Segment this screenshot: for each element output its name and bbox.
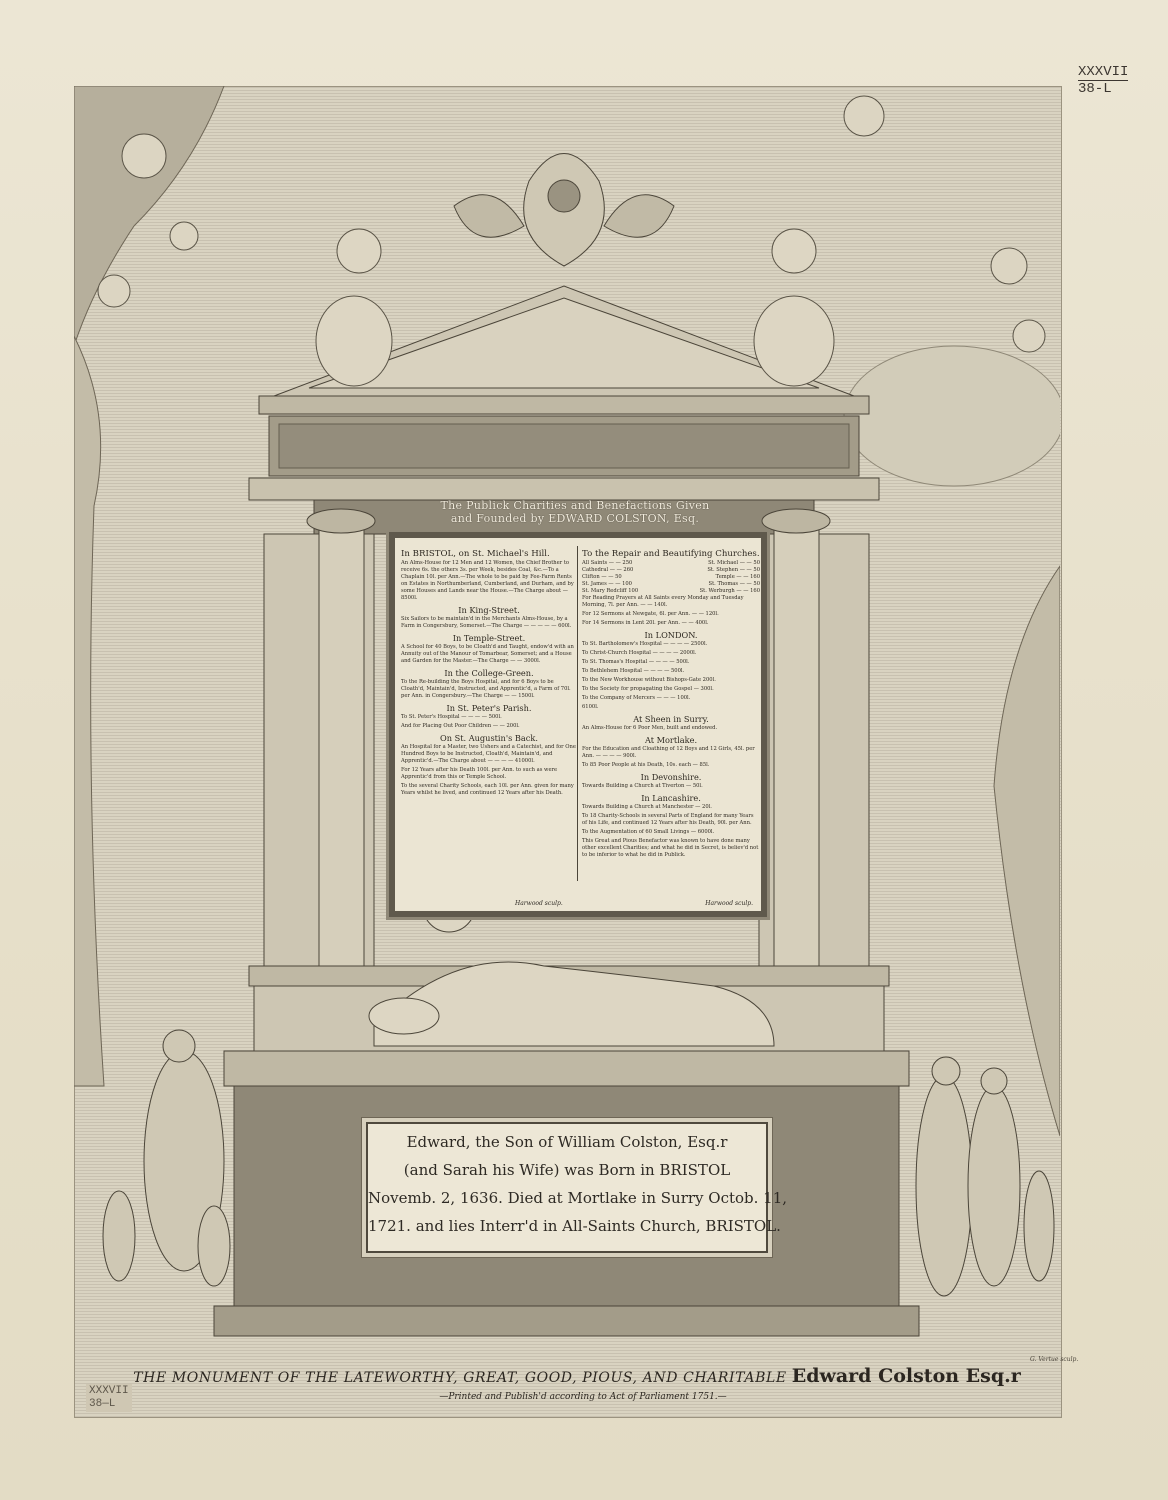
- section-heading: At Sheen in Surry.: [633, 714, 709, 724]
- section-paragraph: For 12 Years after his Death 100l. per Ann. to such as were Apprentic'd from this or Temple School.: [401, 767, 558, 780]
- epitaph-line-4: 1721. and lies Interr'd in All-Saints Church, BRISTOL.: [368, 1217, 781, 1235]
- tablet-divider: [577, 546, 578, 881]
- section-paragraph: An Alms-House for 6 Poor Men, built and endowed.: [582, 725, 718, 731]
- section-paragraph: To the Society for propagating the Gospel — 300l.: [582, 686, 714, 692]
- section-paragraph: For the Education and Cloathing of 12 Boys and 12 Girls, 45l. per Ann. — — — — 900l.: [582, 746, 755, 759]
- church-entry: All Saints — — 250: [582, 560, 633, 566]
- section-heading: In the College-Green.: [444, 668, 534, 678]
- church-entry: St. Werburgh — — 160: [699, 588, 760, 594]
- tablet-right-column: [582, 546, 760, 903]
- section-heading: In Temple-Street.: [452, 633, 526, 643]
- lower-shelfmark: [86, 1384, 132, 1412]
- tablet-left-column: [401, 546, 577, 903]
- plate-title-text: THE MONUMENT OF THE LATEWORTHY, GREAT, GOOD, PIOUS, AND CHARITABLE: [133, 1370, 787, 1386]
- left-drapery-lower: [74, 336, 104, 1086]
- section-heading: In Lancashire.: [641, 793, 701, 803]
- right-capital: [762, 509, 830, 533]
- church-entry: St. James — — 100: [582, 581, 632, 587]
- shelfmark-annotation: [1078, 64, 1128, 97]
- section-heading: In LONDON.: [644, 630, 698, 640]
- section-paragraph: To St. Peter's Hospital — — — — 500l.: [401, 714, 502, 720]
- section-paragraph: Six Sailors to be maintain'd in the Merchants Alms-House, by a Farm in Congersbury, Somerset.—The Charge — — — — — 600l.: [401, 616, 572, 629]
- section-paragraph: And for Placing Out Poor Children — — 200l.: [401, 723, 520, 729]
- signature-right: Harwood sculp.: [705, 900, 753, 907]
- section-paragraph: To St. Bartholomew's Hospital — — — — 2500l.: [582, 641, 708, 647]
- section-paragraph: A School for 40 Boys, to be Cloath'd and Taught, endow'd with an Annuity out of the Manour of Tomarbear, Somerset; and a House and Garden for the Master.—The Charge — — 3000l.: [401, 644, 574, 664]
- church-entry: Cathedral — — 260: [582, 567, 634, 573]
- church-row: [582, 560, 760, 567]
- section-heading: In BRISTOL, on St. Michael's Hill.: [401, 549, 550, 559]
- section-paragraph: To St. Thomas's Hospital — — — — 500l.: [582, 659, 690, 665]
- section-heading: In Devonshire.: [640, 772, 702, 782]
- plate-title-name: Edward Colston Esq.r: [791, 1365, 1021, 1387]
- church-row: [582, 581, 760, 588]
- base-cornice: [224, 1051, 909, 1086]
- section-paragraph: Towards Building a Church at Tiverton — 50l.: [582, 783, 703, 789]
- churches-list: [582, 560, 760, 595]
- right-clouds: [844, 346, 1060, 486]
- section-paragraph: To the Augmentation of 60 Small Livings — 6000l.: [582, 829, 715, 835]
- right-column: [774, 526, 819, 966]
- church-entry: St. Thomas — — 50: [708, 581, 760, 587]
- crest-ornament: [454, 154, 674, 267]
- engraver-signature: G. Vertue sculp.: [1030, 1356, 1079, 1363]
- church-entry: Temple — — 160: [715, 574, 760, 580]
- shelfmark-line-1: XXXVII: [1078, 64, 1129, 80]
- section-paragraph: To the New Workhouse without Bishops-Gate 200l.: [582, 677, 716, 683]
- charity-figure-group: [103, 1030, 230, 1286]
- plate-title: [82, 1365, 1072, 1387]
- section-heading: At Mortlake.: [644, 735, 698, 745]
- section-paragraph: To Christ-Church Hospital — — — — 2000l.: [582, 650, 697, 656]
- church-entry: St. Michael — — 50: [708, 560, 760, 566]
- section-paragraph: To Bethlehem Hospital — — — — 500l.: [582, 668, 685, 674]
- section-paragraph: To the Company of Mercers — — — 100l.: [582, 695, 691, 701]
- frieze-line-2: and Founded by EDWARD COLSTON, Esq.: [450, 512, 700, 525]
- lower-shelfmark-line-2: 38—L: [89, 1398, 116, 1410]
- section-paragraph: Towards Building a Church at Manchester — 20l.: [582, 804, 712, 810]
- frieze-inscription: [380, 499, 770, 525]
- base-foot: [214, 1306, 919, 1336]
- putto-left: [316, 229, 392, 386]
- church-row: [582, 588, 760, 595]
- church-entry: St. Stephen — — 50: [707, 567, 760, 573]
- charities-tablet: [389, 532, 767, 917]
- section-paragraph: 6100l.: [582, 704, 599, 710]
- lower-shelfmark-line-1: XXXVII: [89, 1385, 129, 1397]
- church-entry: Clifton — — 50: [582, 574, 622, 580]
- putto-right: [754, 229, 834, 386]
- section-paragraph: For 14 Sermons in Lent 20l. per Ann. — — 400l.: [582, 620, 709, 626]
- cherub-heads-right: [844, 96, 1045, 352]
- epitaph-plaque: [366, 1122, 788, 1253]
- epitaph-line-3: Novemb. 2, 1636. Died at Mortlake in Surry Octob. 11,: [368, 1189, 788, 1207]
- section-paragraph: To the several Charity Schools, each 10l. per Ann. given for many Years whilst he lived, and continued 12 Years after his Death.: [401, 783, 574, 796]
- left-column: [319, 526, 364, 966]
- section-heading: In St. Peter's Parish.: [446, 703, 532, 713]
- right-column-heading: To the Repair and Beautifying Churches.: [582, 549, 760, 559]
- section-paragraph: For Reading Prayers at All Saints every Monday and Tuesday Morning, 7l. per Ann. — — 140l.: [582, 595, 744, 608]
- shelfmark-line-2: 38-L: [1078, 81, 1112, 97]
- epitaph-line-1: Edward, the Son of William Colston, Esq.r: [406, 1133, 728, 1151]
- section-heading: On St. Augustin's Back.: [440, 733, 538, 743]
- left-drapery: [74, 86, 224, 346]
- family-figure-group: [916, 1057, 1054, 1296]
- section-paragraph: This Great and Pious Benefactor was known to have done many other excellent Charities; and what he did in Secret, is believ'd not to be inferior to what he did in Publick.: [582, 838, 759, 858]
- frieze-line-1: The Publick Charities and Benefactions Given: [440, 499, 710, 512]
- church-row: [582, 567, 760, 574]
- church-entry: St. Mary Redcliff 100: [582, 588, 639, 594]
- section-paragraph: An Hospital for a Master, two Ushers and a Catechist, and for One Hundred Boys to be Instructed, Cloath'd, Maintain'd, and Apprentic'd.—The Charge about — — — — 41000l.: [401, 744, 576, 764]
- section-paragraph: An Alms-House for 12 Men and 12 Women, the Chief Brother to receive 6s. the others 3s. per Week, besides Coal, &c.—To a Chaplain 10l. per Ann.—The whole to be paid by Fee-Farm Rents on Estates in Northumberland, Cumberland, and Durham, and by some Houses and Lands near the House.—The Charge about —8500l.: [401, 560, 574, 601]
- section-paragraph: To 18 Charity-Schools in several Parts of England for many Years of his Life, and continued 12 Years after his Death, 90l. per Ann.: [582, 813, 754, 826]
- imprint-line: —Printed and Publish'd according to Act of Parliament 1751.—: [439, 1392, 727, 1402]
- signature-left: Harwood sculp.: [515, 900, 563, 907]
- right-drapery: [994, 566, 1060, 1136]
- section-heading: In King-Street.: [458, 605, 520, 615]
- church-row: [582, 574, 760, 581]
- section-paragraph: To 85 Poor People at his Death, 10s. each — 85l.: [582, 762, 710, 768]
- left-capital: [307, 509, 375, 533]
- epitaph-line-2: (and Sarah his Wife) was Born in BRISTOL: [403, 1161, 731, 1179]
- section-paragraph: To the Re-building the Boys Hospital, and for 6 Boys to be Cloath'd, Maintain'd, Instructed, and Apprentic'd, a Farm of 70l. per Ann. in Congersbury.—The Charge — — 1500l.: [401, 679, 571, 699]
- section-paragraph: For 12 Sermons at Newgate, 6l. per Ann. — — 120l.: [582, 611, 719, 617]
